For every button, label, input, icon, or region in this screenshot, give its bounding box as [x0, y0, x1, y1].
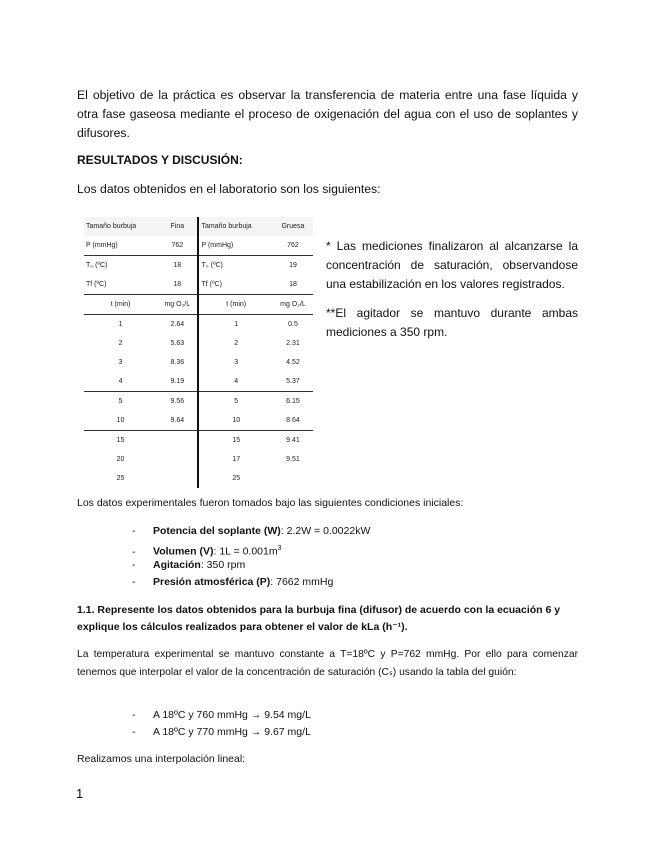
- table-cell: mg O₂/L: [157, 295, 198, 315]
- table-cell: Tf (ºC): [198, 275, 272, 295]
- table-cell: 4: [198, 372, 272, 392]
- table-cell: 25: [198, 469, 272, 488]
- table-row: [84, 353, 313, 372]
- table-cell: 15: [198, 431, 272, 451]
- table-cell: Gruesa: [273, 217, 313, 236]
- condition-value: : 1L = 0.001m: [213, 545, 278, 558]
- table-row: [84, 411, 313, 431]
- intro-paragraph: El objetivo de la práctica es observar la transferencia de materia entre una fase líquida y otra fase gaseosa mediante el proceso de oxigenación del agua con el uso de soplantes y difusores.: [77, 88, 578, 140]
- table-cell: [157, 450, 198, 469]
- condition-label: Volumen (V): [153, 545, 214, 558]
- table-cell: 9.51: [286, 456, 300, 463]
- interpolation-paragraph: La temperatura experimental se mantuvo constante a T=18ºC y P=762 mmHg. Por ello para comenzar tenemos que interpolar el valor de la concentración de saturación (Cₛ) usando la tabla del guión:: [77, 649, 578, 678]
- table-cell: 10: [84, 411, 157, 431]
- table-cell: 17: [198, 450, 272, 469]
- table-cell: 4.52: [286, 359, 300, 366]
- table-cell: 9.56: [170, 398, 185, 405]
- condition-value: : 2.2W = 0.0022kW: [280, 525, 371, 537]
- condition-value: : 350 rpm: [200, 559, 246, 571]
- results-table: [84, 217, 313, 488]
- condition-label: Presión atmosférica (P): [153, 576, 271, 588]
- table-row: [84, 431, 313, 451]
- table-cell: Tamaño burbuja: [84, 217, 157, 236]
- page-number: 1: [76, 786, 84, 801]
- table-cell: [157, 431, 198, 451]
- table-cell: Tamaño burbuja: [198, 217, 272, 236]
- table-cell: Fina: [157, 217, 198, 236]
- interpolation-intro: Realizamos una interpolación lineal:: [77, 753, 246, 765]
- table-cell: 18: [173, 281, 182, 288]
- table-cell: 25: [116, 475, 125, 482]
- table-cell: 18: [157, 256, 198, 276]
- table-column-header-row: [84, 295, 313, 315]
- table-param-row: [84, 256, 313, 276]
- table-cell: 2.64: [170, 321, 185, 328]
- table-row: [84, 469, 313, 488]
- table-param-row: [84, 275, 313, 295]
- data-intro-text: Los datos obtenidos en el laboratorio son los siguientes:: [77, 182, 381, 196]
- measurement-note: * Las mediciones finalizaron al alcanzarse la concentración de saturación, observandose una estabilización en los valores registrados.: [326, 239, 578, 291]
- agitator-note: **El agitador se mantuvo durante ambas mediciones a 350 rpm.: [326, 306, 578, 339]
- condition-label: Agitación: [153, 559, 201, 571]
- condition-superscript: 3: [277, 545, 282, 552]
- list-item: - Agitación: 350 rpm: [132, 559, 246, 571]
- table-cell: 9.64: [157, 411, 198, 431]
- conditions-list: [132, 523, 370, 591]
- table-cell: 2: [118, 340, 123, 347]
- table-row: [84, 334, 313, 353]
- table-cell: T₀ (ºC): [198, 256, 272, 276]
- table-cell: 2.31: [286, 340, 300, 347]
- table-cell: Tf (ºC): [86, 281, 107, 288]
- table-cell: 20: [116, 456, 125, 463]
- table-cell: 5: [118, 398, 123, 405]
- table-cell: 762: [287, 242, 299, 249]
- table-cell: 1: [118, 321, 123, 328]
- table-cell: P (mmHg): [198, 236, 272, 256]
- table-cell: 8.36: [170, 359, 185, 366]
- table-header-row: [84, 217, 313, 236]
- table-cell: 8.64: [273, 411, 313, 431]
- list-item: - Potencia del soplante (W): 2.2W = 0.0022kW: [132, 525, 371, 537]
- list-item: - A 18ºC y 760 mmHg → 9.54 mg/L: [132, 709, 311, 721]
- table-cell: 5: [198, 392, 272, 412]
- interp-item: A 18ºC y 760 mmHg → 9.54 mg/L: [153, 709, 311, 721]
- table-cell: [157, 469, 198, 488]
- table-row: [84, 392, 313, 412]
- table-row: [84, 315, 313, 335]
- table-cell: 3: [118, 359, 123, 366]
- table-cell: 5.37: [273, 372, 313, 392]
- table-cell: mg O₂/L: [273, 295, 313, 315]
- table-cell: 19: [273, 256, 313, 276]
- table-row: [84, 450, 313, 469]
- interp-item: A 18ºC y 770 mmHg → 9.67 mg/L: [153, 726, 311, 738]
- table-param-row: [84, 236, 313, 256]
- list-item: - Presión atmosférica (P): 7662 mmHg: [132, 576, 334, 588]
- table-cell: 9.19: [157, 372, 198, 392]
- table-cell: 2: [198, 334, 272, 353]
- table-cell: 15: [116, 437, 125, 444]
- table-row: [84, 372, 313, 392]
- table-cell: 762: [171, 242, 184, 249]
- table-cell: 3: [198, 353, 272, 372]
- list-item: - Volumen (V): $1L = 0.001m^3$: [132, 545, 282, 558]
- list-item: - A 18ºC y 770 mmHg → 9.67 mg/L: [132, 726, 311, 738]
- table-cell: 5.63: [170, 340, 185, 347]
- table-cell: P (mmHg): [86, 242, 118, 249]
- table-cell: T₀ (ºC): [84, 256, 157, 276]
- table-cell: 4: [84, 372, 157, 392]
- table-cell: 6.15: [286, 398, 300, 405]
- table-cell: 0.5: [288, 321, 298, 328]
- table-cell: [273, 469, 313, 488]
- table-cell: 1: [198, 315, 272, 335]
- condition-value: : 7662 mmHg: [270, 576, 334, 588]
- table-cell: 9.41: [286, 437, 300, 444]
- condition-label: Potencia del soplante (W): [153, 525, 281, 537]
- question-heading: 1.1. Represente los datos obtenidos para la burbuja fina (difusor) de acuerdo con la ecuación 6 y explique los cálculos realizados para obtener el valor de kLa (h⁻¹).: [77, 604, 561, 633]
- table-cell: 18: [289, 281, 297, 288]
- results-heading: RESULTADOS Y DISCUSIÓN:: [77, 153, 243, 167]
- table-cell: t (min): [198, 295, 272, 315]
- interpolation-list: [132, 707, 311, 741]
- table-cell: 10: [198, 411, 272, 431]
- table-cell: t (min): [84, 295, 157, 315]
- conditions-intro: Los datos experimentales fueron tomados bajo las siguientes condiciones iniciales:: [77, 497, 464, 509]
